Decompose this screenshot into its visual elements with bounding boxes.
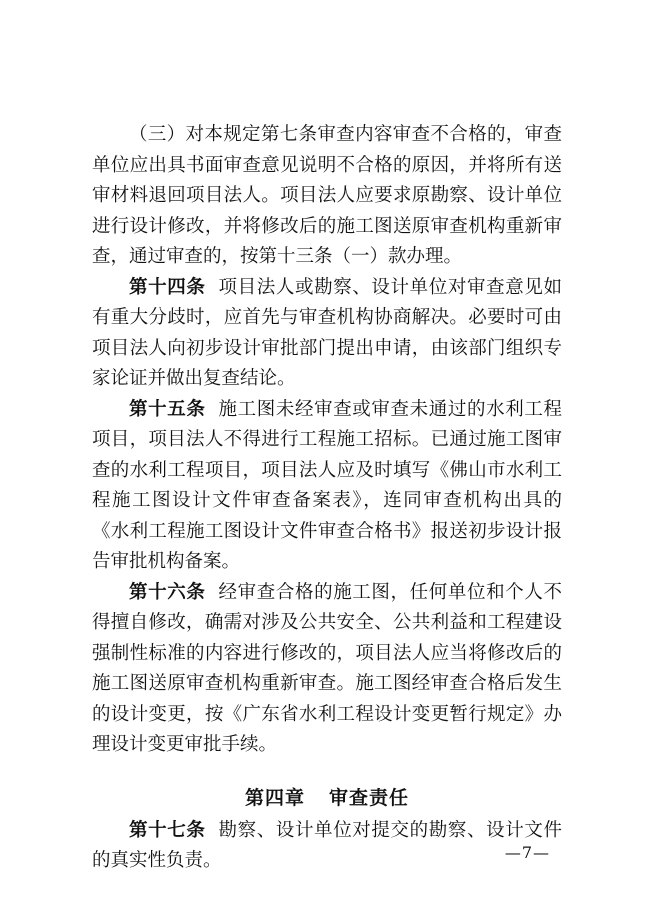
article-17 [92,816,562,877]
article-16 [92,578,562,761]
article-heading: 第十五条 [129,398,206,420]
article-body: 施工图未经审查或审查未通过的水利工程项目，项目法人不得进行工程施工招标。已通过施工图审查的水利工程项目，项目法人应及时填写《佛山市水利工程施工图设计文件审查备案表》，连同审查机构出具的《水利工程施工图设计文件审查合格书》报送初步设计报告审批机构备案。 [92,398,562,572]
article-heading: 第十六条 [129,581,206,603]
page-number: —7— [504,843,550,862]
chapter-number: 第四章 [244,786,305,809]
document-body [92,120,562,877]
article-body: 项目法人或勘察、设计单位对审查意见如有重大分歧时，应首先与审查机构协商解决。必要时可由项目法人向初步设计审批部门提出申请，由该部门组织专家论证并做出复查结论。 [92,276,562,389]
article-15 [92,395,562,578]
article-heading: 第十七条 [129,819,206,841]
paragraph-item-3 [92,120,562,273]
paragraph-body: （三）对本规定第七条审查内容审查不合格的，审查单位应出具书面审查意见说明不合格的原因，并将所有送审材料退回项目法人。项目法人应要求原勘察、设计单位进行设计修改，并将修改后的施工图送原审查机构重新审查，通过审查的，按第十三条（一）款办理。 [92,124,562,267]
chapter-title: 审查责任 [329,786,410,809]
article-body: 经审查合格的施工图，任何单位和个人不得擅自修改，确需对涉及公共安全、公共利益和工程建设强制性标准的内容进行修改的，项目法人应当将修改后的施工图送原审查机构重新审查。施工图经审查合格后发生的设计变更，按《广东省水利工程设计变更暂行规定》办理设计变更审批手续。 [92,581,562,755]
chapter-heading [92,783,562,810]
article-heading: 第十四条 [129,276,206,298]
article-14 [92,273,562,395]
article-body: 勘察、设计单位对提交的勘察、设计文件的真实性负责。 [92,819,562,871]
